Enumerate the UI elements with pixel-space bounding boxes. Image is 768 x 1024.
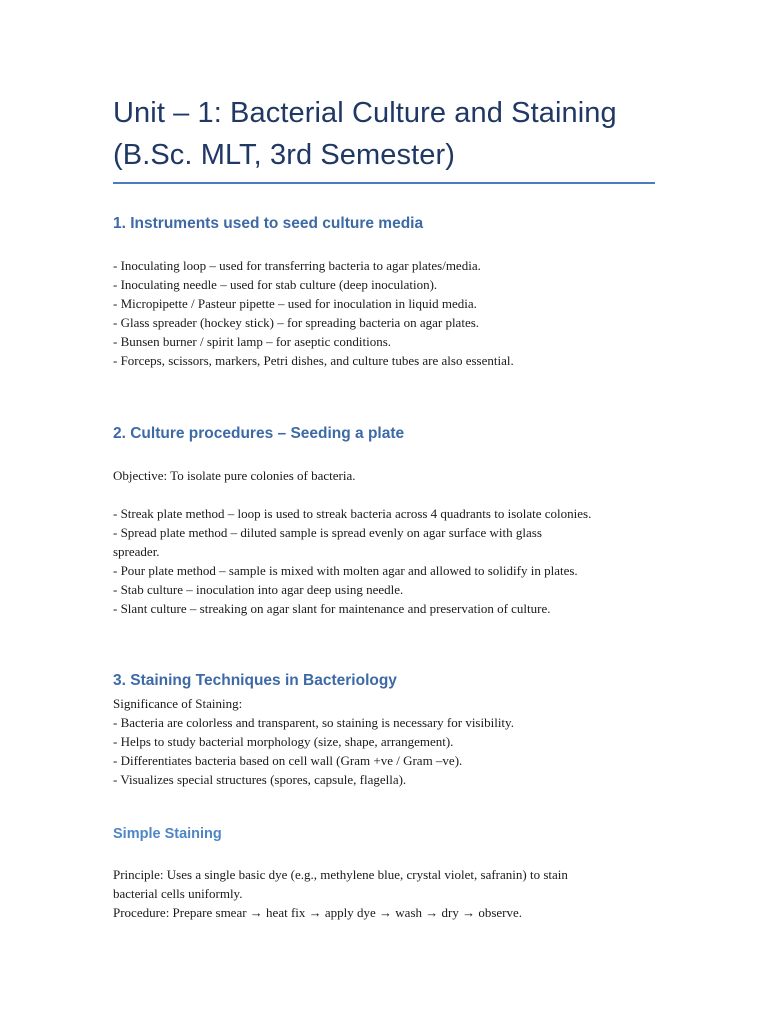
section-staining-list [113, 694, 514, 789]
list-item: - Helps to study bacterial morphology (size, shape, arrangement). [113, 734, 454, 749]
list-item: - Glass spreader (hockey stick) – for spreading bacteria on agar plates. [113, 315, 480, 330]
list-item: - Pour plate method – sample is mixed with molten agar and allowed to solidify in plates. [113, 563, 578, 578]
title-line-1: Unit – 1: Bacterial Culture and Staining [113, 97, 617, 129]
section-instruments-list [113, 256, 514, 370]
paragraph-line: Principle: Uses a single basic dye (e.g., methylene blue, crystal violet, safranin) to stain [113, 867, 568, 882]
document-title [113, 92, 655, 184]
subsection-simple-staining [113, 823, 222, 845]
list-item: - Spread plate method – diluted sample is spread evenly on agar surface with glass [113, 525, 542, 540]
section-heading: 3. Staining Techniques in Bacteriology [113, 672, 397, 689]
list-item: - Inoculating needle – used for stab culture (deep inoculation). [113, 277, 438, 292]
simple-staining-text [113, 865, 568, 922]
list-item: - Differentiates bacteria based on cell wall (Gram +ve / Gram –ve). [113, 753, 463, 768]
list-item: - Bunsen burner / spirit lamp – for aseptic conditions. [113, 334, 392, 349]
list-item: - Slant culture – streaking on agar slant for maintenance and preservation of culture. [113, 601, 551, 616]
section-instruments [113, 213, 423, 235]
list-item: - Micropipette / Pasteur pipette – used for inoculation in liquid media. [113, 296, 477, 311]
list-item: - Forceps, scissors, markers, Petri dishes, and culture tubes are also essential. [113, 353, 514, 368]
list-item: - Inoculating loop – used for transferring bacteria to agar plates/media. [113, 258, 481, 273]
section-culture-list [113, 504, 591, 618]
paragraph-line: Procedure: Prepare smear → heat fix → apply dye → wash → dry → observe. [113, 905, 523, 920]
list-item: - Bacteria are colorless and transparent, so staining is necessary for visibility. [113, 715, 514, 730]
intro-text: Significance of Staining: [113, 696, 243, 711]
list-item: spreader. [113, 544, 160, 559]
list-item: - Streak plate method – loop is used to streak bacteria across 4 quadrants to isolate colonies. [113, 506, 592, 521]
section-heading: 1. Instruments used to seed culture media [113, 215, 424, 232]
objective-text: Objective: To isolate pure colonies of bacteria. [113, 468, 356, 483]
list-item: - Stab culture – inoculation into agar deep using needle. [113, 582, 404, 597]
list-item: - Visualizes special structures (spores, capsule, flagella). [113, 772, 407, 787]
title-underline [113, 182, 655, 184]
paragraph-line: bacterial cells uniformly. [113, 886, 243, 901]
title-line-2: (B.Sc. MLT, 3rd Semester) [113, 139, 455, 171]
section-culture-procedures [113, 423, 404, 445]
section-staining-techniques [113, 670, 397, 692]
section-objective [113, 466, 356, 485]
section-heading: 2. Culture procedures – Seeding a plate [113, 425, 405, 442]
subsection-heading: Simple Staining [113, 826, 222, 842]
